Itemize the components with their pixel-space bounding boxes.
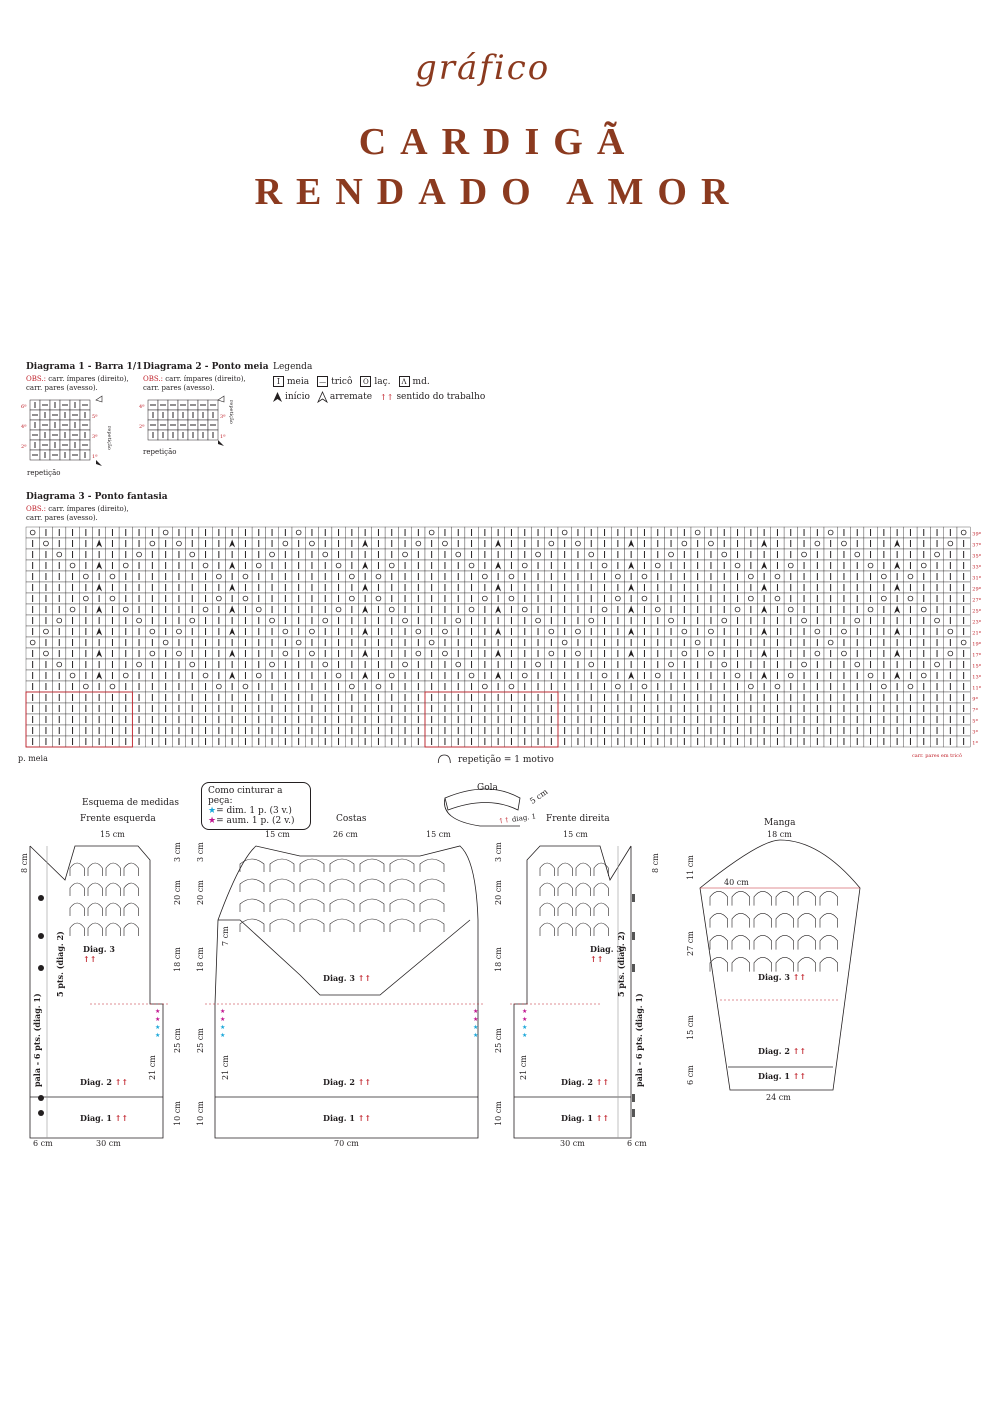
direction-arrows-icon: ↑↑ (380, 392, 394, 402)
left-front-outline (30, 846, 170, 1138)
script-heading: gráfico (415, 48, 551, 88)
left-front-h-18: 18 cm (173, 947, 182, 972)
legend-title: Legenda (273, 362, 313, 372)
right-front-bottom: 30 cm (560, 1139, 585, 1148)
row-label: 21ª (972, 630, 982, 637)
right-front-h-neck: 8 cm (651, 853, 660, 873)
row-label: 2ª (21, 444, 27, 450)
waist-star-icon: ★ (473, 1008, 479, 1015)
back-h-25: 25 cm (196, 1028, 205, 1053)
back-top-mid: 26 cm (333, 830, 358, 839)
waist-star-icon: ★ (522, 1032, 528, 1039)
knit-icon: I (273, 376, 284, 387)
row-label: 23ª (972, 619, 982, 626)
diagram2-obs-text2: carr. pares (avesso). (143, 384, 215, 392)
diagram3-title: Diagrama 3 - Ponto fantasia (26, 492, 168, 502)
button-icon (38, 895, 44, 901)
diagram1-repeat-label: repetição (27, 469, 61, 477)
row-label: 29ª (972, 586, 982, 593)
row-label: 35ª (972, 553, 982, 560)
collar-diag-label: diag. 1 (511, 812, 537, 824)
direction-arrows-icon: ↑↑ (357, 1077, 372, 1087)
diagram3-obs-text1: carr. ímpares (direito), (48, 505, 129, 513)
left-front-h-10: 10 cm (173, 1101, 182, 1126)
diagram1-repeat-side: repetição (106, 426, 112, 450)
purl-icon: — (319, 377, 327, 386)
row-label: 1ª (972, 740, 978, 747)
direction-arrows-icon: ↑↑ (595, 1113, 610, 1123)
sleeve-h-15: 15 cm (686, 1015, 695, 1040)
legend-label-meia: meia (287, 376, 310, 387)
waist-star-icon: ★ (473, 1032, 479, 1039)
row-label: 3ª (972, 729, 978, 736)
back-diag1: Diag. 1 ↑↑ (323, 1113, 372, 1123)
row-label: 6ª (21, 404, 27, 410)
direction-arrows-icon: ↑↑ (83, 954, 97, 964)
row-label: 37ª (972, 542, 982, 549)
diagram3-even-rows-note: carr. pares em tricô (912, 753, 962, 759)
left-front-top: 15 cm (100, 830, 125, 839)
diagram3-obs-text2: carr. pares (avesso). (26, 514, 98, 522)
diagram2-title: Diagrama 2 - Ponto meia (143, 362, 269, 372)
diagram2-obs-text1: carr. ímpares (direito), (165, 375, 246, 383)
diagram2-repeat-side: repetição (228, 400, 234, 424)
waist-star-icon: ★ (155, 1008, 161, 1015)
diagram2-obs-label: OBS.: (143, 375, 164, 383)
left-front-title: Frente esquerda (80, 814, 156, 824)
row-label: 5ª (972, 718, 978, 725)
direction-arrows-icon: ↑↑ (357, 1113, 372, 1123)
diagram2-repeat-label: repetição (143, 448, 177, 456)
yarn-over-icon: O (360, 376, 371, 387)
buttonhole-icon (632, 1109, 635, 1117)
button-icon (38, 1110, 44, 1116)
row-label: 1ª (220, 434, 226, 440)
row-label: 25ª (972, 608, 982, 615)
buttonhole-icon (632, 964, 635, 972)
right-front-h-18: 18 cm (494, 947, 503, 972)
direction-arrows-icon: ↑↑ (114, 1077, 129, 1087)
collar-title: Gola (477, 783, 498, 793)
back-bottom: 70 cm (334, 1139, 359, 1148)
diagram1-obs-text2: carr. pares (avesso). (26, 384, 98, 392)
decrease-star-icon: ★ (208, 806, 217, 816)
diagram3-left-label: p. meia (18, 754, 48, 763)
right-front-h-20: 20 cm (494, 880, 503, 905)
back-title: Costas (336, 814, 367, 824)
waist-star-icon: ★ (220, 1008, 226, 1015)
back-top-right: 15 cm (426, 830, 451, 839)
sleeve-h-27: 27 cm (686, 931, 695, 956)
back-h-top: 3 cm (196, 842, 205, 862)
row-label: 11ª (972, 685, 982, 692)
row-label: 33ª (972, 564, 982, 571)
legend-label-bindoff: arremate (329, 392, 373, 402)
waist-star-icon: ★ (155, 1032, 161, 1039)
left-front-h-top: 3 cm (173, 842, 182, 862)
left-front-h-neck: 8 cm (20, 853, 29, 873)
sleeve-top: 18 cm (767, 830, 792, 839)
buttonhole-icon (632, 932, 635, 940)
row-label: 3ª (92, 434, 98, 440)
back-h-18: 18 cm (196, 947, 205, 972)
back-diag3: Diag. 3 ↑↑ (323, 973, 372, 983)
sleeve-title: Manga (764, 818, 796, 828)
back-top-left: 15 cm (265, 830, 290, 839)
legend-label-lac: laç. (374, 376, 391, 387)
direction-arrows-icon: ↑↑ (792, 972, 807, 982)
right-front-top: 15 cm (563, 830, 588, 839)
right-front-band: 5 pts. (diag. 2) (616, 931, 626, 997)
waist-star-icon: ★ (155, 1016, 161, 1023)
collar-outline (444, 789, 520, 826)
direction-arrows-icon: ↑↑ (590, 954, 604, 964)
waist-star-icon: ★ (473, 1016, 479, 1023)
row-label: 2ª (139, 424, 145, 430)
waist-title: Como cinturar a peça: (208, 786, 283, 806)
left-front-h-20: 20 cm (173, 880, 182, 905)
legend-label-md: md. (412, 376, 430, 387)
buttonhole-icon (632, 894, 635, 902)
sleeve-diag2: Diag. 2 ↑↑ (758, 1046, 807, 1056)
back-diag2: Diag. 2 ↑↑ (323, 1077, 372, 1087)
row-label: 15ª (972, 663, 982, 670)
waist-star-icon: ★ (522, 1008, 528, 1015)
title-line-1: CARDIGÃ (358, 121, 639, 163)
button-icon (38, 965, 44, 971)
collar-height: 5 cm (528, 787, 550, 806)
waist-star-icon: ★ (220, 1016, 226, 1023)
row-label: 13ª (972, 674, 982, 681)
diagram1-obs-label: OBS.: (26, 375, 47, 383)
right-front-h-10: 10 cm (494, 1101, 503, 1126)
right-front-diag2: Diag. 2 ↑↑ (561, 1077, 610, 1087)
row-label: 7ª (972, 707, 978, 714)
legend-label-direction: sentido do trabalho (396, 392, 486, 402)
direction-arrows-icon: ↑↑ (114, 1113, 129, 1123)
waist-star-icon: ★ (220, 1024, 226, 1031)
row-label: 31ª (972, 575, 982, 582)
button-icon (38, 933, 44, 939)
right-front-h-top: 3 cm (494, 842, 503, 862)
sleeve-h-6: 6 cm (686, 1065, 695, 1085)
left-front-band: 5 pts. (diag. 2) (55, 931, 65, 997)
row-label: 9ª (972, 696, 978, 703)
direction-arrows-icon: ↑↑ (792, 1071, 807, 1081)
diagram3-repeat-note: repetição = 1 motivo (458, 755, 554, 765)
row-label: 19ª (972, 641, 982, 648)
left-front-diag1: Diag. 1 ↑↑ (80, 1113, 129, 1123)
left-front-h-25: 25 cm (173, 1028, 182, 1053)
waist-star-icon: ★ (473, 1024, 479, 1031)
row-label: 1ª (92, 454, 98, 460)
direction-arrows-icon: ↑↑ (595, 1077, 610, 1087)
schema-title: Esquema de medidas (82, 798, 180, 808)
diagram1-title: Diagrama 1 - Barra 1/1 (26, 362, 143, 372)
right-front-h-25: 25 cm (494, 1028, 503, 1053)
legend-label-start: início (285, 392, 310, 402)
decrease-icon: Λ (399, 376, 410, 387)
right-front-title: Frente direita (546, 814, 610, 824)
back-outline (205, 846, 485, 1138)
row-label: 4ª (139, 404, 145, 410)
sleeve-diag3: Diag. 3 ↑↑ (758, 972, 807, 982)
back-h-7: 7 cm (221, 926, 230, 946)
right-front-edge: 6 cm (627, 1139, 647, 1148)
row-label: 17ª (972, 652, 982, 659)
sleeve-h-11: 11 cm (686, 855, 695, 880)
direction-arrows-icon: ↑↑ (792, 1046, 807, 1056)
row-label: 27ª (972, 597, 982, 604)
back-h-21: 21 cm (221, 1055, 230, 1080)
row-label: 3ª (220, 414, 226, 420)
left-front-edge: 6 cm (33, 1139, 53, 1148)
legend-label-trico: tricô (331, 376, 353, 387)
waist-inc: = aum. 1 p. (2 v.) (216, 816, 295, 826)
buttonhole-icon (632, 1094, 635, 1102)
left-front-h-21: 21 cm (148, 1055, 157, 1080)
increase-star-icon: ★ (208, 816, 217, 826)
row-label: 4ª (21, 424, 27, 430)
waist-star-icon: ★ (522, 1024, 528, 1031)
left-front-diag3: Diag. 3 ↑↑ (83, 944, 115, 964)
diagram1-obs-text1: carr. ímpares (direito), (48, 375, 129, 383)
back-h-10: 10 cm (196, 1101, 205, 1126)
right-front-h-21: 21 cm (519, 1055, 528, 1080)
button-icon (38, 1095, 44, 1101)
waist-star-icon: ★ (155, 1024, 161, 1031)
sleeve-bottom: 24 cm (766, 1093, 791, 1102)
waist-star-icon: ★ (522, 1016, 528, 1023)
row-label: 39ª (972, 531, 982, 538)
left-front-pala: pala - 6 pts. (diag. 1) (32, 993, 42, 1087)
direction-arrows-icon: ↑↑ (497, 816, 511, 826)
right-front-pala: pala - 6 pts. (diag. 1) (634, 993, 644, 1087)
waist-star-icon: ★ (220, 1032, 226, 1039)
left-front-diag2: Diag. 2 ↑↑ (80, 1077, 129, 1087)
back-h-20: 20 cm (196, 880, 205, 905)
sleeve-mid: 40 cm (724, 878, 749, 887)
direction-arrows-icon: ↑↑ (357, 973, 372, 983)
left-front-bottom: 30 cm (96, 1139, 121, 1148)
sleeve-diag1: Diag. 1 ↑↑ (758, 1071, 807, 1081)
right-front-diag3: Diag. 3 ↑↑ (590, 944, 622, 964)
diagram3-obs-label: OBS.: (26, 505, 47, 513)
row-label: 5ª (92, 414, 98, 420)
waist-dec: = dim. 1 p. (3 v.) (216, 806, 292, 816)
right-front-diag1: Diag. 1 ↑↑ (561, 1113, 610, 1123)
title-line-2: RENDADO AMOR (254, 171, 743, 213)
